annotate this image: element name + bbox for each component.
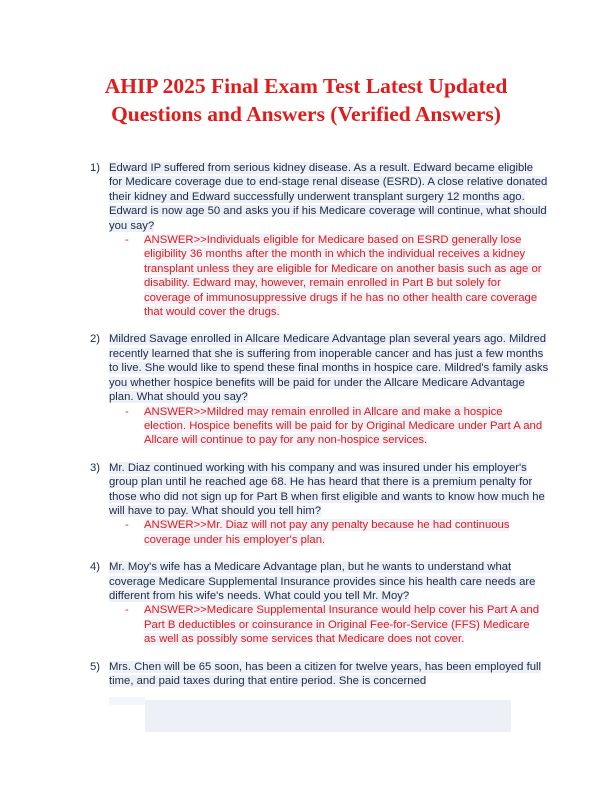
question-item xyxy=(0,560,612,646)
answer-text: ANSWER>>Individuals eligible for Medicare based on ESRD generally lose eligibility 36 months after the month in which the individual receives a kidney transplant unless they are eligible for Medicare on another basis such as age or disability. Edward may, however, remain enrolled in Part B but solely for coverage of immunosuppressive drugs if he has no other health care coverage that would cover the drugs. xyxy=(144,234,542,319)
question-text: Mr. Diaz continued working with his company and was insured under his employer's group plan until he reached age 68. He has heard that there is a premium penalty for those who did not sign up for Part B when first eligible and wants to know how much he will have to pay. What should you tell him? xyxy=(109,461,545,517)
answer-bullet: - xyxy=(125,405,129,418)
question-list xyxy=(0,161,612,701)
answer-text: ANSWER>>Medicare Supplemental Insurance would help cover his Part A and Part B deductibles or coinsurance in Original Fee-for-Service (FFS) Medicare as well as possibly some services that Medicare does not cover. xyxy=(144,604,539,646)
question-item xyxy=(0,660,612,689)
question-text: Mr. Moy's wife has a Medicare Advantage plan, but he wants to understand what coverage Medicare Supplemental Insurance provides since his health care needs are different from his wife's needs. What could you tell Mr. Moy? xyxy=(109,561,536,602)
answer-item xyxy=(0,603,612,646)
question-number: 4) xyxy=(90,561,101,574)
question-number: 3) xyxy=(90,461,101,474)
question-number: 2) xyxy=(90,333,101,346)
answer-bullet: - xyxy=(125,604,129,617)
redacted-preview-block xyxy=(145,700,511,732)
answer-text: ANSWER>>Mildred may remain enrolled in Allcare and make a hospice election. Hospice benefits will be paid for by Original Medicare under Part A and Allcare will continue to pay for any non-hospice services. xyxy=(144,405,543,447)
question-number: 1) xyxy=(90,162,101,174)
answer-item xyxy=(0,518,612,547)
answer-item xyxy=(0,233,612,319)
answer-bullet: - xyxy=(125,234,129,247)
question-number: 5) xyxy=(90,660,101,673)
title-line-1: AHIP 2025 Final Exam Test Latest Updated xyxy=(104,74,508,98)
question-text: Mrs. Chen will be 65 soon, has been a citizen for twelve years, has been employed full time, and paid taxes during that entire period. She is concerned xyxy=(109,660,542,687)
question-item xyxy=(0,161,612,319)
title-line-2: Questions and Answers (Verified Answers) xyxy=(111,102,501,126)
question-text: Edward IP suffered from serious kidney disease. As a result. Edward became eligible for Medicare coverage due to end-stage renal disease (ESRD). A close relative donated their kidney and Edward successfully underwent transplant surgery 12 months ago. Edward is now age 50 and asks you if his Medicare coverage will continue, what should you say? xyxy=(109,162,548,232)
page-title xyxy=(40,72,572,128)
question-text: Mildred Savage enrolled in Allcare Medicare Advantage plan several years ago. Mildred recently learned that she is suffering from inoperable cancer and has just a few months to live. She would like to spend these final months in hospice care. Mildred's family asks you whether hospice benefits will be paid for under the Allcare Medicare Advantage plan. What should you say? xyxy=(109,333,549,404)
answer-text: ANSWER>>Mr. Diaz will not pay any penalty because he had continuous coverage under his employer's plan. xyxy=(144,519,510,546)
question-item xyxy=(0,461,612,547)
question-item xyxy=(0,332,612,447)
answer-bullet: - xyxy=(125,519,129,532)
answer-item xyxy=(0,405,612,448)
redacted-preview-strip xyxy=(109,697,145,705)
